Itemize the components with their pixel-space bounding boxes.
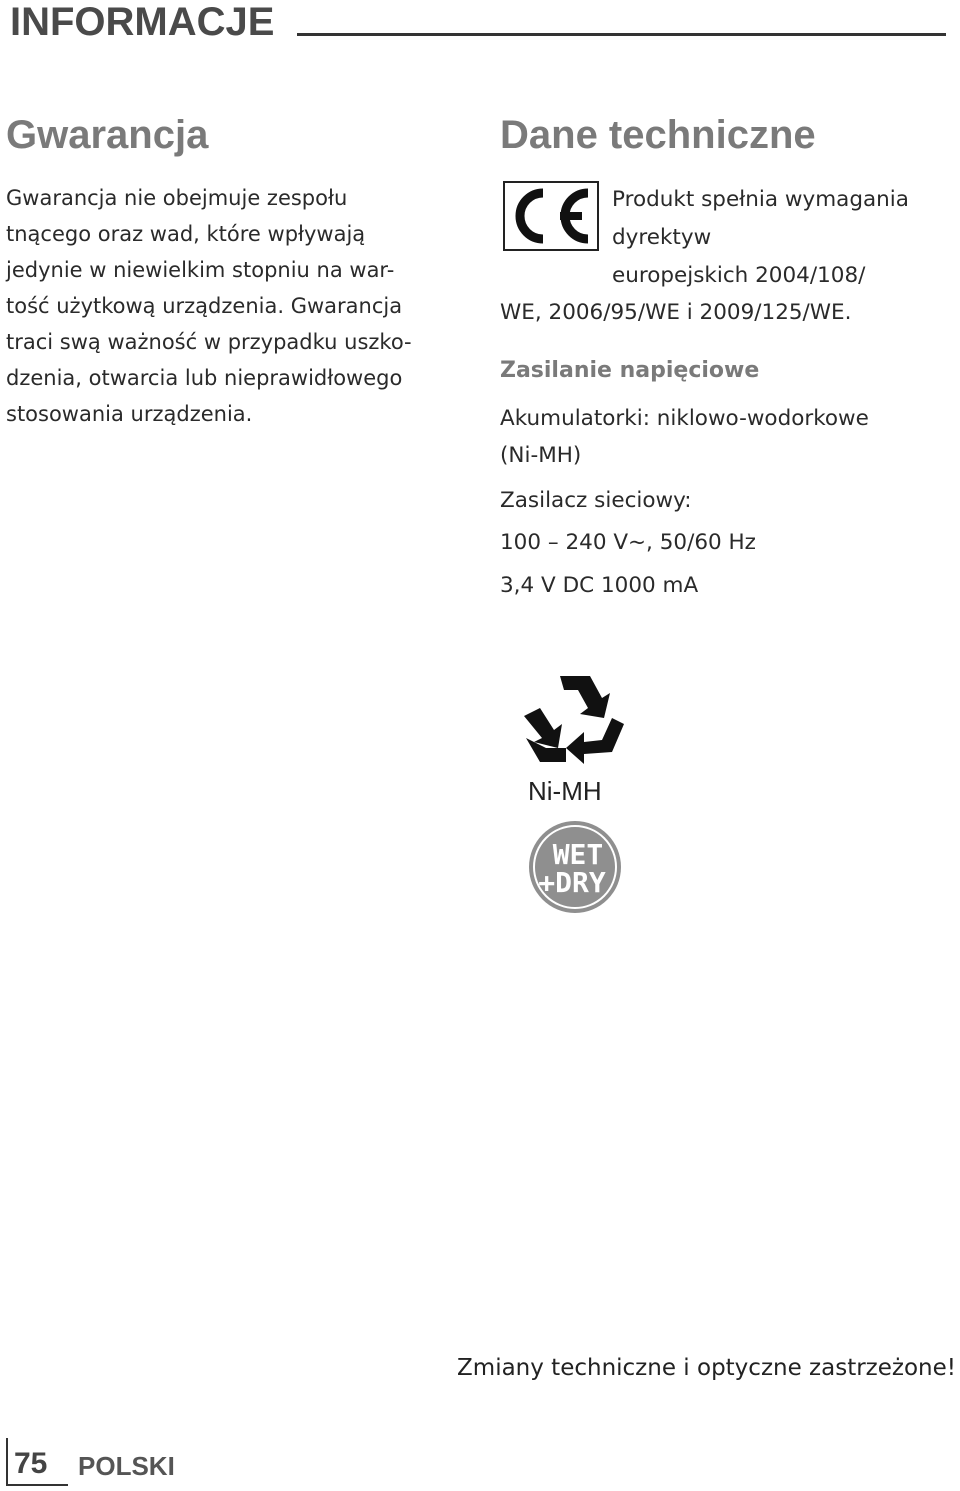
battery-spec: Akumulatorki: niklowo-wodorkowe xyxy=(500,406,869,431)
ce-directives-text: WE, 2006/95/WE i 2009/125/WE. xyxy=(500,300,852,325)
adapter-input: 100 – 240 V~, 50/60 Hz xyxy=(500,530,756,555)
warranty-text: Gwarancja nie obejmuje zespołu tnącego oraz wad, które wpływają jedynie w niewielkim stopniu na war- tość użytkową urządzenia. Gwarancja traci swą ważność w przypadku uszko- dzenia, otwarcia lub nieprawidłowego stosowania urządzenia. xyxy=(6,186,412,426)
ce-mark-icon xyxy=(503,181,599,251)
header-rule xyxy=(297,33,946,36)
warranty-title: Gwarancja xyxy=(6,113,209,157)
adapter-label: Zasilacz sieciowy: xyxy=(500,488,692,513)
dry-text: +DRY xyxy=(538,866,606,899)
footnote: Zmiany techniczne i optyczne zastrzeżone! xyxy=(457,1355,956,1381)
battery-type: (Ni-MH) xyxy=(500,443,582,468)
page-number: 75 xyxy=(14,1447,48,1480)
page-num-rule-vertical xyxy=(6,1438,8,1486)
tech-title: Dane techniczne xyxy=(500,113,816,157)
recycle-icon xyxy=(520,668,630,778)
language-label: POLSKI xyxy=(78,1451,175,1481)
wet-text: WET xyxy=(552,838,604,871)
wet-dry-icon xyxy=(526,818,624,916)
adapter-output: 3,4 V DC 1000 mA xyxy=(500,573,699,598)
header-title: INFORMACJE xyxy=(10,0,275,44)
power-heading: Zasilanie napięciowe xyxy=(500,358,760,383)
ce-compliance-text: Produkt spełnia wymagania dyrektyw europejskich 2004/108/ xyxy=(612,187,909,288)
page-num-rule-horizontal xyxy=(6,1484,68,1486)
battery-type-label: Ni-MH xyxy=(528,776,602,806)
page-footer xyxy=(6,1438,186,1488)
page-header xyxy=(10,0,946,44)
